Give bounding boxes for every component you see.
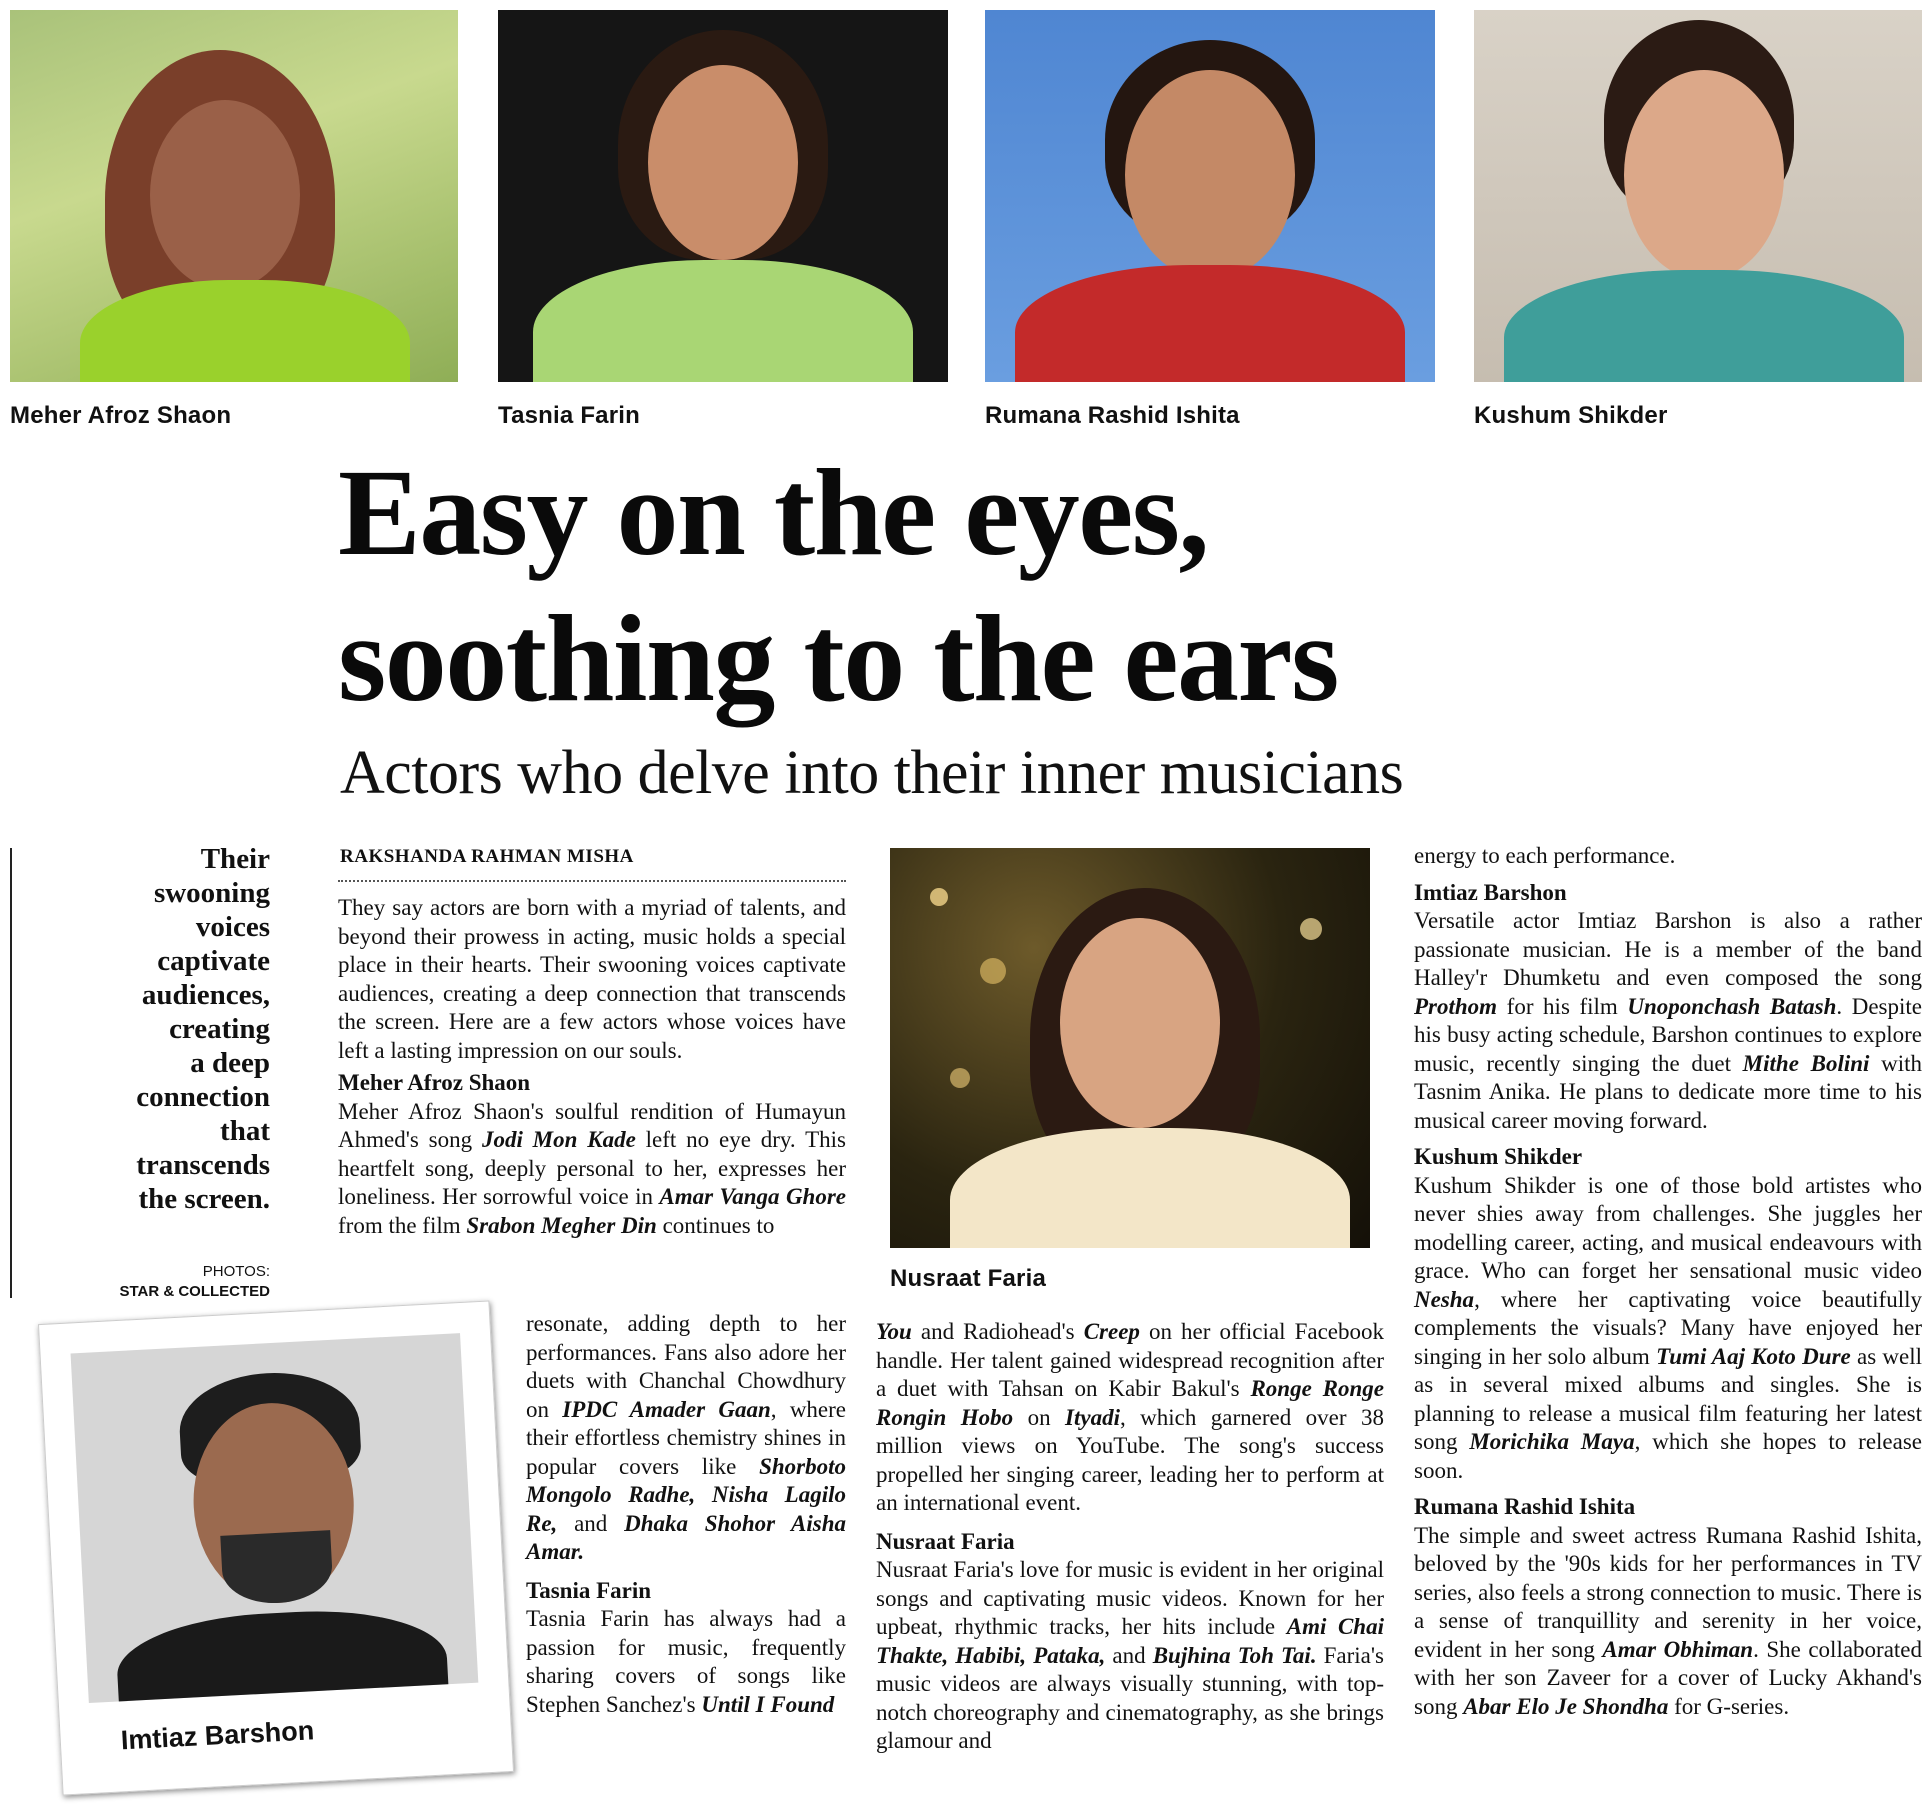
body-paragraph: Nusraat Faria's love for music is evident in her original songs and captivating music videos. Known for her upbeat, rhythmic tracks, her hits include Ami Chai Thakte, Habibi, Pataka, and Bujhina Toh Tai. Faria's music videos are always visually stunning, with top-notch choreography and cinematography, as she brings glamour and — [876, 1557, 1384, 1753]
polaroid-caption: Imtiaz Barshon — [120, 1715, 315, 1756]
article-column-3 — [1414, 842, 1922, 1721]
article-column-1-narrow — [526, 1310, 846, 1719]
body-paragraph: energy to each performance. — [1414, 843, 1676, 868]
pull-quote-line: a deep — [190, 1047, 270, 1079]
pull-quote-line: audiences, — [141, 979, 270, 1011]
body-paragraph: The simple and sweet actress Rumana Rashid Ishita, beloved by the '90s kids for her performances in TV series, also feels a strong connection to music. There is a sense of tranquillity and serenity in her voice, evident in her song Amar Obhiman. She collaborated with her son Zaveer for a cover of Lucky Akhand's song Abar Elo Je Shondha for G-series. — [1414, 1522, 1923, 1719]
photo-caption: Nusraat Faria — [890, 1265, 1046, 1292]
section-heading: Meher Afroz Shaon — [338, 1070, 531, 1095]
dotted-rule — [338, 880, 846, 882]
headline — [338, 440, 1838, 732]
section-heading: Imtiaz Barshon — [1414, 879, 1567, 905]
pull-quote-line: swooning — [153, 877, 270, 909]
article-column-2 — [876, 1318, 1384, 1756]
pull-quote — [60, 842, 270, 1216]
section-heading: Tasnia Farin — [526, 1577, 652, 1603]
article-column-1 — [338, 894, 846, 1240]
pull-quote-line: captivate — [157, 945, 270, 977]
photo-kushum-shikder — [1474, 10, 1922, 382]
pull-quote-line: connection — [136, 1081, 270, 1113]
body-paragraph: Versatile actor Imtiaz Barshon is also a rather passionate musician. He is a member of the band Halley'r Dhumketu and even composed the song Prothom for his film Unoponchash Batash. Despite his busy acting schedule, Barshon continues to explore music, recently singing the duet Mithe Bolini with Tasnim Anika. He plans to dedicate more time to his musical career moving forward. — [1414, 908, 1922, 1133]
photo-meher-afroz-shaon — [10, 10, 458, 382]
body-paragraph: Kushum Shikder is one of those bold artistes who never shies away from challenges. She juggles her modelling career, acting, and musical endeavours with grace. Who can forget her sensational music video Nesha, where her captivating voice beautifully complements the visuals? Many have enjoyed her singing in her solo album Tumi Aaj Koto Dure as well as in several mixed albums and singles. She is planning to release a musical film featuring her latest song Morichika Maya, which she hopes to release soon. — [1414, 1172, 1923, 1483]
pull-quote-line: that — [220, 1115, 270, 1147]
photo-credit-label: PHOTOS: — [202, 1263, 270, 1280]
body-paragraph: You and Radiohead's Creep on her official Facebook handle. Her talent gained widespread recognition after a duet with Tahsan on Kabir Bakul's Ronge Ronge Rongin Hobo on Ityadi, which garnered over 38 million views on YouTube. The song's success propelled her singing career, leading her to perform at an international event. — [876, 1319, 1385, 1515]
section-heading: Nusraat Faria — [876, 1528, 1015, 1554]
photo-caption: Kushum Shikder — [1474, 402, 1668, 429]
pull-quote-line: transcends — [136, 1149, 270, 1181]
photo-credit-source: STAR & COLLECTED — [119, 1283, 270, 1300]
photo-tasnia-farin — [498, 10, 948, 382]
body-paragraph: Tasnia Farin has always had a passion for music, frequently sharing covers of songs like Stephen Sanchez's Until I Found — [526, 1606, 846, 1717]
photo-rumana-rashid-ishita — [985, 10, 1435, 382]
photo-nusraat-faria — [890, 848, 1370, 1248]
body-paragraph: Meher Afroz Shaon's soulful rendition of Humayun Ahmed's song Jodi Mon Kade left no eye dry. This heartfelt song, deeply personal to her, expresses her loneliness. Her sorrowful voice in Amar Vanga Ghore from the film Srabon Megher Din continues to — [338, 1098, 847, 1238]
body-paragraph: resonate, adding depth to her performances. Fans also adore her duets with Chanchal Chowdhury on IPDC Amader Gaan, where their effortless chemistry shines in popular covers like Shorboto Mongolo Radhe, Nisha Lagilo Re, and Dhaka Shohor Aisha Amar. — [526, 1311, 847, 1564]
photo-caption: Meher Afroz Shaon — [10, 402, 232, 429]
photo-caption: Rumana Rashid Ishita — [985, 402, 1240, 429]
photo-caption: Tasnia Farin — [498, 402, 640, 429]
headline-line: soothing to the ears — [338, 590, 1338, 727]
section-heading: Kushum Shikder — [1414, 1144, 1583, 1169]
headline-line: Easy on the eyes, — [338, 444, 1209, 581]
photo-imtiaz-barshon — [71, 1333, 479, 1703]
pull-quote-line: the screen. — [138, 1183, 270, 1215]
subheadline: Actors who delve into their inner musicians — [340, 739, 1404, 807]
intro-paragraph: They say actors are born with a myriad of talents, and beyond their prowess in acting, music holds a special place in their hearts. Their swooning voices captivate audiences, creating a deep connection that transcends the screen. Here are a few actors whose voices have left a lasting impression on our souls. — [338, 895, 846, 1063]
section-heading: Rumana Rashid Ishita — [1414, 1494, 1636, 1519]
vertical-rule — [10, 848, 12, 1298]
pull-quote-line: Their — [200, 843, 270, 875]
pull-quote-line: creating — [169, 1013, 270, 1045]
pull-quote-line: voices — [195, 911, 270, 943]
byline: RAKSHANDA RAHMAN MISHA — [340, 846, 634, 867]
polaroid-imtiaz-barshon — [38, 1300, 514, 1795]
